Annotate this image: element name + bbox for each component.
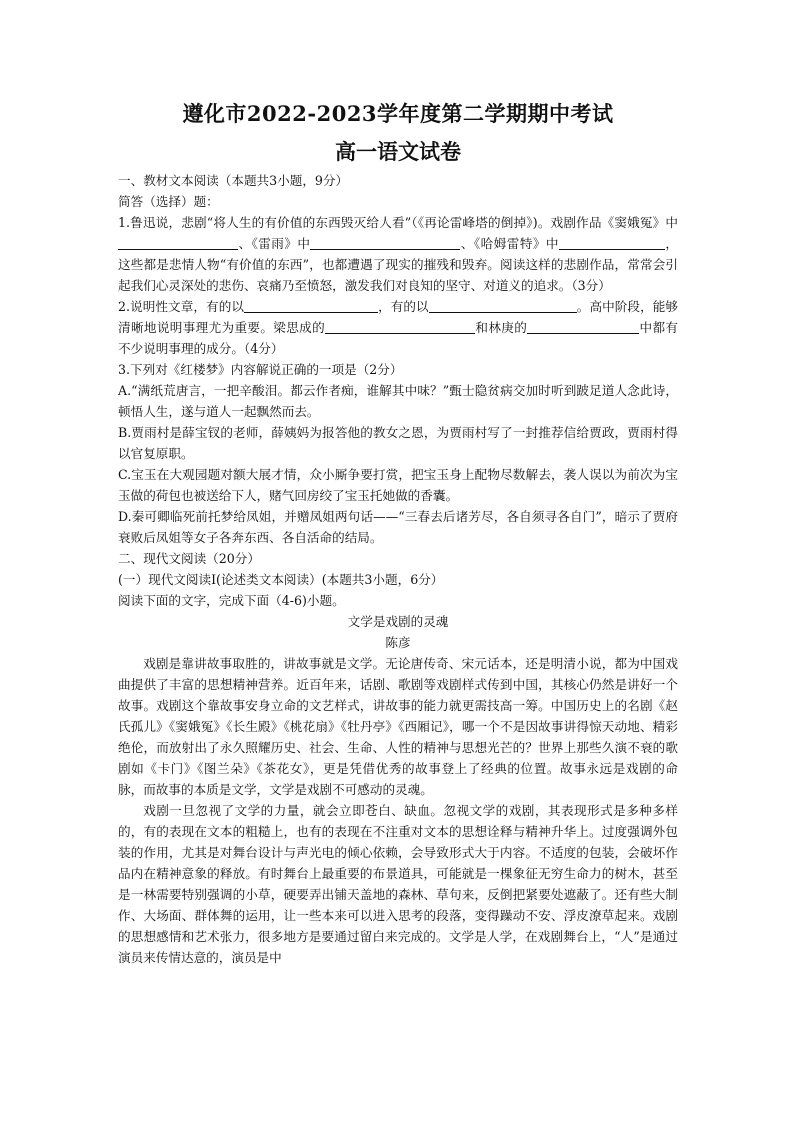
exam-subtitle: 高一语文试卷 (335, 139, 461, 164)
q1-text-a: 1.鲁迅说，悲剧“将人生的有价值的东西毁灭给人看”（《再论雷峰塔的倒掉》)。戏剧作品《窦娥冤》中 (118, 215, 678, 230)
q1-text-e: ，这些都是悲情人物“有价值的东西”，也都遭遇了现实的摧残和毁弃。阅读这样的悲剧作品，常常会引起我们心灵深处的悲伤、哀痛乃至愤怒，激发我们对良知的坚守、对道义的追求。（3分） (118, 236, 679, 293)
article-author: 陈彦 (385, 635, 411, 650)
answer-blank[interactable] (429, 298, 577, 313)
answer-blank[interactable] (527, 319, 639, 334)
article-title: 文学是戏剧的灵魂 (347, 614, 449, 629)
question-2 (118, 296, 678, 359)
part2-heading: 二、现代文阅读（20分） (118, 551, 260, 566)
exam-title: 遵化市2022-2023学年度第二学期期中考试 (182, 101, 614, 126)
q1-text-c: 、 (460, 236, 474, 251)
reading-instruction: 阅读下面的文字，完成下面（4-6)小题。 (118, 593, 345, 608)
question-3-stem: 3.下列对《红楼梦》内容解说正确的一项是（2分） (118, 362, 403, 377)
part2-sub-heading: (一）现代文阅读Ⅰ(论述类文本阅读）(本题共3小题，6分） (118, 572, 444, 587)
option-a[interactable]: A.“满纸荒唐言，一把辛酸泪。都云作者痴，谁解其中味？”甄士隐贫病交加时听到跛足道人念此诗，顿悟人生，遂与道人一起飘然而去。 (118, 383, 678, 419)
q1-text-d: 《哈姆雷特》中 (473, 236, 559, 251)
question-1 (118, 212, 678, 296)
option-c[interactable]: C.宝玉在大观园题对额大展才情，众小厮争要打赏，把宝玉身上配物尽数解去，袭人误以为前次为宝玉做的荷包也被送给下人，赌气回房绞了宝玉托她做的香囊。 (118, 467, 678, 503)
article-paragraph: 戏剧是靠讲故事取胜的，讲故事就是文学。无论唐传奇、宋元话本，还是明清小说，都为中国戏曲提供了丰富的思想精神营养。近百年来，话剧、歌剧等戏剧样式传到中国，其核心仍然是讲好一个故事。戏剧这个靠故事安身立命的文艺样式，讲故事的能力就更需技高一筹。中国历史上的名剧《赵氏孤儿》《窦娥冤》《长生殿》《桃花扇》《牡丹亭》《西厢记》，哪一个不是因故事讲得惊天动地、精彩绝伦，而放射出了永久照耀历史、社会、生命、人性的精神与思想光芒的？世界上那些久演不衰的歌剧如《卡门》《图兰朵》《茶花女》，更是凭借优秀的故事登上了经典的位置。故事永远是戏剧的命脉，而故事的本质是文学，文学是戏剧不可感动的灵魂。 (118, 656, 678, 797)
q2-text-b: ，有的以 (378, 299, 429, 314)
answer-blank[interactable] (325, 319, 475, 334)
answer-blank[interactable] (118, 235, 238, 250)
answer-blank[interactable] (244, 298, 378, 313)
q2-text-d: 和林庚的 (475, 320, 528, 335)
q2-text-c: 。高中阶段，能够清晰地说明事理尤为重要。梁思成的 (118, 299, 678, 335)
question-type-label: 简答（选择）题： (118, 194, 219, 209)
article-paragraph: 戏剧一旦忽视了文学的力量，就会立即苍白、缺血。忽视文学的戏剧，其表现形式是多种多样的，有的表现在文本的粗糙上，也有的表现在不注重对文本的思想诠释与精神升华上。过度强调外包装的作用，尤其是对舞台设计与声光电的倾心依赖，会导致形式大于内容。不适度的包装，会破坏作品内在精神意象的释放。有时舞台上最重要的布景道具，可能就是一棵象征无穷生命力的树木，甚至是一林需要特别强调的小草，硬要弄出铺天盖地的森林、草句来，反倒把紧要处遮蔽了。还有些大制作、大场面、群体舞的运用，让一些本来可以进入思考的段落，变得躁动不安、浮皮潦草起来。戏剧的思想感情和艺术张力，很多地方是要通过留白来完成的。文学是人学，在戏剧舞台上，“人”是通过演员来传情达意的，演员是中 (118, 803, 678, 965)
answer-blank[interactable] (559, 235, 665, 250)
part1-heading: 一、教材文本阅读（本题共3小题，9分） (118, 173, 349, 188)
exam-page (118, 100, 678, 968)
answer-blank[interactable] (310, 235, 460, 250)
q2-text-a: 2.说明性文章，有的以 (118, 299, 245, 314)
q1-text-b: 、《雷雨》中 (238, 236, 311, 251)
option-b[interactable]: B.贾雨村是薛宝钗的老师，薛姨妈为报答他的教女之恩，为贾雨村写了一封推荐信给贾政，贾雨村得以官复原职。 (118, 425, 678, 461)
option-d[interactable]: D.秦可卿临死前托梦给凤姐，并赠凤姐两句话——“三春去后诸芳尽，各自须寻各自门”，暗示了贾府衰败后凤姐等女子各奔东西、各自活命的结局。 (118, 509, 678, 545)
q2-text-e: 中都有不少说明事理的成分。（4分） (118, 320, 679, 356)
